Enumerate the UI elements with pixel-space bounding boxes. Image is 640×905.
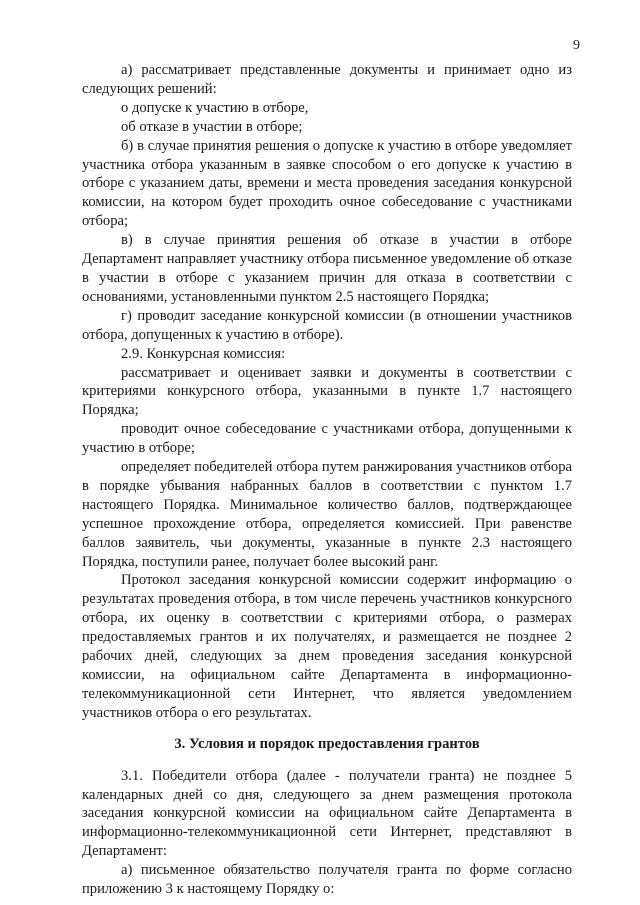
paragraph-interview: проводит очное собеседование с участниками отбора, допущенными к участию в отборе;	[82, 421, 572, 457]
paragraph-commission-meeting: г) проводит заседание конкурсной комиссии (в отношении участников отбора, допущенных к участию в отборе).	[82, 307, 572, 343]
paragraph-written-obligation: а) письменное обязательство получателя гранта по форме согласно приложению 3 к настоящему Порядку о:	[82, 862, 572, 898]
paragraph-decision-options: а) рассматривает представленные документы и принимает одно из следующих решений:	[82, 62, 572, 97]
paragraph-refusal-option: об отказе в участии в отборе;	[121, 118, 303, 135]
paragraph-admission-notice: б) в случае принятия решения о допуске к участию в отборе уведомляет участника отбора указанным в заявке способом о его допуске к участию в отборе с указанием даты, времени и места проведения заседания конкурсной комиссии, на котором будет проходить очное собеседование с участниками отбора;	[82, 137, 572, 230]
paragraph-evaluates-applications: рассматривает и оценивает заявки и документы в соответствии с критериями конкурсного отбора, указанными в пункте 1.7 настоящего Порядка;	[82, 364, 572, 419]
paragraph-protocol: Протокол заседания конкурсной комиссии содержит информацию о результатах проведения отбора, в том числе перечень участников конкурсного отбора, их оценку в соответствии с критериями отбора, о размерах предоставляемых грантов и их получателях, и размещается не позднее 2 рабочих дней, следующих за днем проведения заседания конкурсной комиссии, на официальном сайте Департамента в информационно-телекоммуникационной сети Интернет, что является уведомлением участников отбора о его результатах.	[82, 572, 572, 721]
paragraph-winners-ranking: определяет победителей отбора путем ранжирования участников отбора в порядке убывания набранных баллов в соответствии с пунктом 1.7 настоящего Порядка. Минимальное количество баллов, подтверждающее успешное прохождение отбора, определяется комиссией. При равенстве баллов заявитель, чьи документы, указанные в пункте 2.3 настоящего Порядка, поступили ранее, получает более высокий ранг.	[82, 459, 572, 570]
paragraph-admission-option: о допуске к участию в отборе,	[121, 99, 309, 116]
paragraph-clause-2-9: 2.9. Конкурсная комиссия:	[121, 345, 286, 362]
page-number: 9	[573, 38, 580, 53]
paragraph-refusal-notice: в) в случае принятия решения об отказе в участии в отборе Департамент направляет участнику отбора письменное уведомление об отказе в участии в отборе с указанием причин для отказа в соответствии с основаниями, установленными пунктом 2.5 настоящего Порядка;	[82, 232, 572, 305]
section-heading: 3. Условия и порядок предоставления грантов	[174, 735, 480, 752]
document-body	[82, 61, 572, 899]
paragraph-clause-3-1: 3.1. Победители отбора (далее - получатели гранта) не позднее 5 календарных дней со дня, следующего за днем размещения протокола заседания конкурсной комиссии на официальном сайте Департамента в информационно-телекоммуникационной сети Интернет, представляют в Департамент:	[82, 767, 572, 860]
